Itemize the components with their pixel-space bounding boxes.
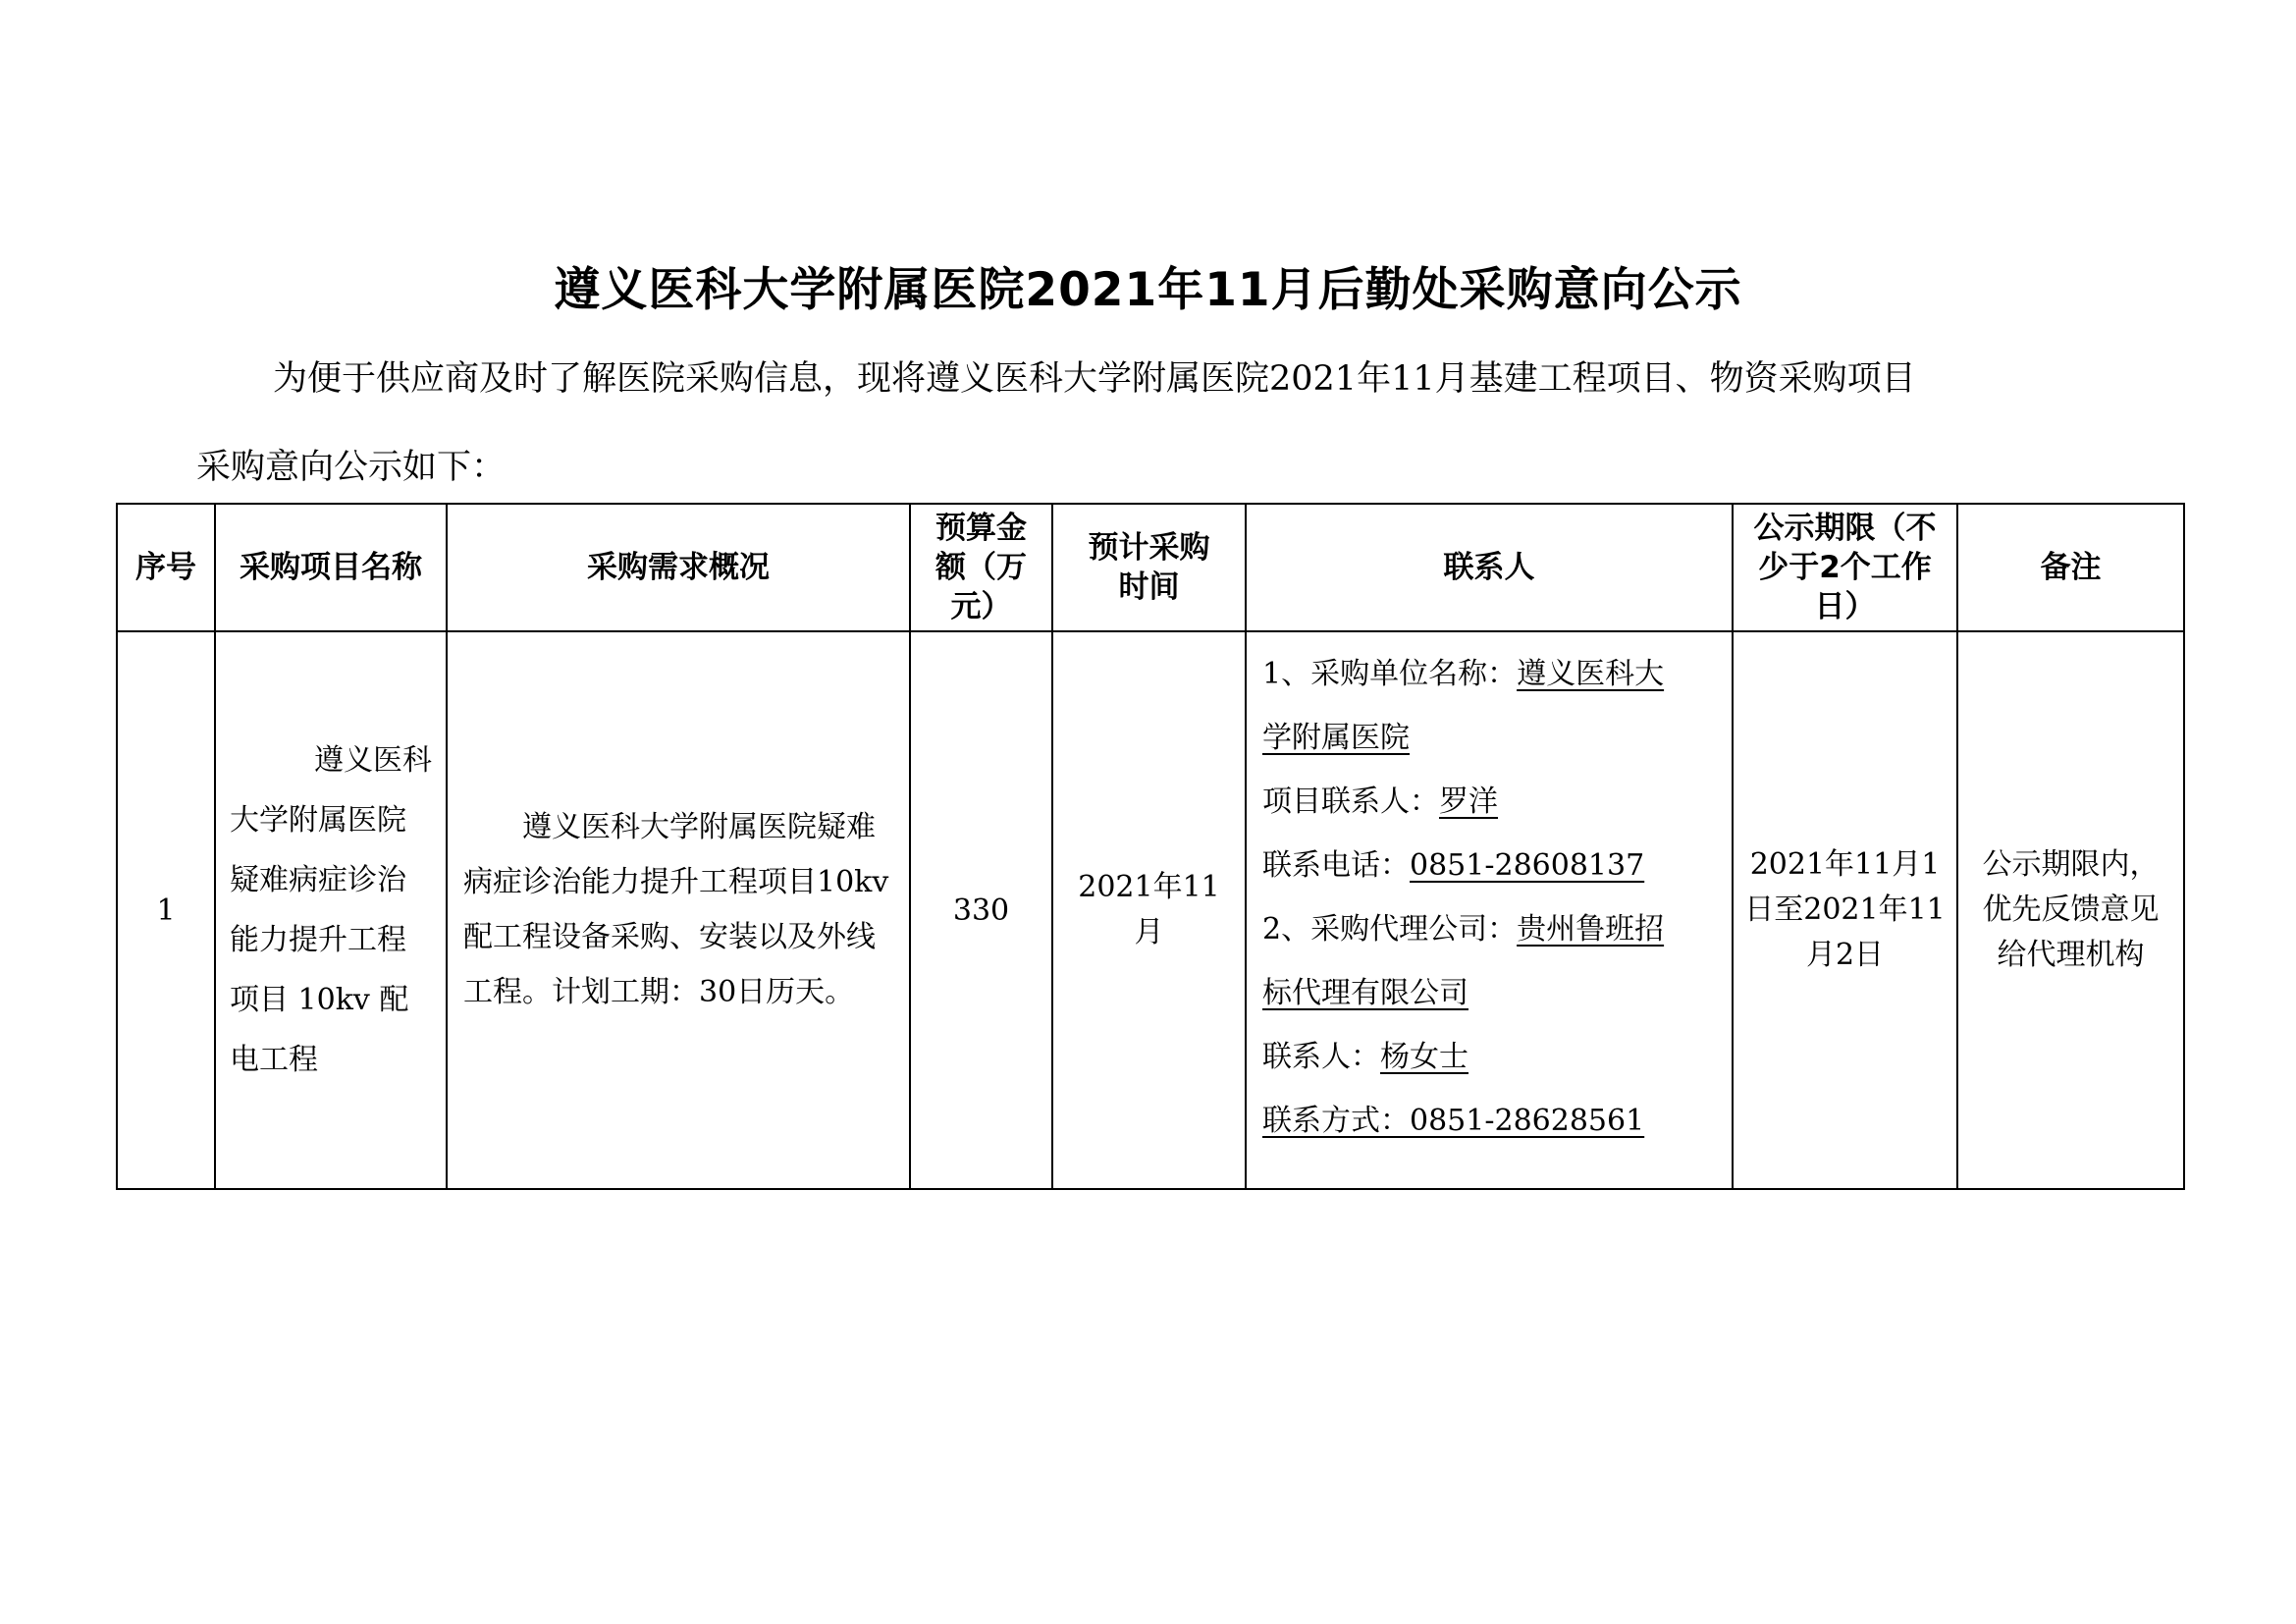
contact-person-label: 项目联系人： bbox=[1262, 785, 1439, 819]
table-row bbox=[117, 631, 2184, 1189]
contact-agency-line bbox=[1262, 897, 1716, 961]
contact-agent-line bbox=[1262, 1025, 1716, 1089]
project-name-line: 电工程 bbox=[230, 1043, 318, 1077]
header-budget: 预算金额（万元） bbox=[910, 504, 1052, 631]
contact-phone-line bbox=[1262, 834, 1716, 897]
header-remark: 备注 bbox=[1957, 504, 2184, 631]
project-name-line: 大学附属医院 bbox=[230, 803, 406, 838]
contact-agent-phone-value: 0851-28628561 bbox=[1410, 1104, 1645, 1138]
contact-unit-line bbox=[1262, 642, 1716, 706]
project-name-line: 项目 10kv 配 bbox=[230, 983, 409, 1017]
cell-purchase-time: 2021年11月 bbox=[1052, 631, 1246, 1189]
cell-requirement bbox=[447, 631, 910, 1189]
table-header-row bbox=[117, 504, 2184, 631]
cell-contact bbox=[1246, 631, 1733, 1189]
intro-paragraph: 为便于供应商及时了解医院采购信息，现将遵义医科大学附属医院2021年11月基建工程项目、物资采购项目 bbox=[273, 359, 1916, 399]
cell-notice-period: 2021年11月1日至2021年11月2日 bbox=[1733, 631, 1957, 1189]
header-requirement: 采购需求概况 bbox=[447, 504, 910, 631]
contact-agent-label: 联系人： bbox=[1262, 1040, 1380, 1074]
contact-phone-label: 联系电话： bbox=[1262, 848, 1410, 883]
project-name-line: 能力提升工程 bbox=[230, 923, 406, 957]
header-notice-period: 公示期限（不少于2个工作日） bbox=[1733, 504, 1957, 631]
contact-agent-value: 杨女士 bbox=[1380, 1040, 1468, 1074]
cell-seq: 1 bbox=[117, 631, 215, 1189]
contact-agent-phone-label: 联系方式： bbox=[1262, 1104, 1410, 1138]
contact-unit-value: 遵义医科大 bbox=[1517, 657, 1665, 691]
project-name-line: 遵义医科 bbox=[314, 743, 432, 778]
contact-agency-line-continued bbox=[1262, 961, 1716, 1025]
contact-agent-phone-line bbox=[1262, 1089, 1716, 1153]
requirement-text: 遵义医科大学附属医院疑难病症诊治能力提升工程项目10kv配工程设备采购、安装以及外线工程。计划工期：30日历天。 bbox=[463, 810, 889, 1009]
header-project-name: 采购项目名称 bbox=[215, 504, 447, 631]
cell-remark: 公示期限内，优先反馈意见给代理机构 bbox=[1957, 631, 2184, 1189]
procurement-table bbox=[116, 503, 2185, 1190]
contact-agency-value-continued: 标代理有限公司 bbox=[1262, 976, 1468, 1010]
contact-agency-value: 贵州鲁班招 bbox=[1517, 912, 1665, 947]
cell-project-name bbox=[215, 631, 447, 1189]
contact-person-line bbox=[1262, 770, 1716, 834]
intro-paragraph-continued: 采购意向公示如下： bbox=[196, 448, 507, 487]
contact-person-value: 罗洋 bbox=[1439, 785, 1498, 819]
contact-unit-line-continued bbox=[1262, 706, 1716, 770]
header-seq: 序号 bbox=[117, 504, 215, 631]
cell-budget: 330 bbox=[910, 631, 1052, 1189]
contact-phone-value: 0851-28608137 bbox=[1410, 848, 1645, 883]
contact-unit-label: 1、采购单位名称： bbox=[1262, 657, 1518, 691]
contact-agency-label: 2、采购代理公司： bbox=[1262, 912, 1518, 947]
header-purchase-time: 预计采购时间 bbox=[1052, 504, 1246, 631]
page-title: 遵义医科大学附属医院2021年11月后勤处采购意向公示 bbox=[554, 263, 1742, 317]
header-contact: 联系人 bbox=[1246, 504, 1733, 631]
contact-unit-value-continued: 学附属医院 bbox=[1262, 721, 1410, 755]
project-name-line: 疑难病症诊治 bbox=[230, 863, 406, 897]
